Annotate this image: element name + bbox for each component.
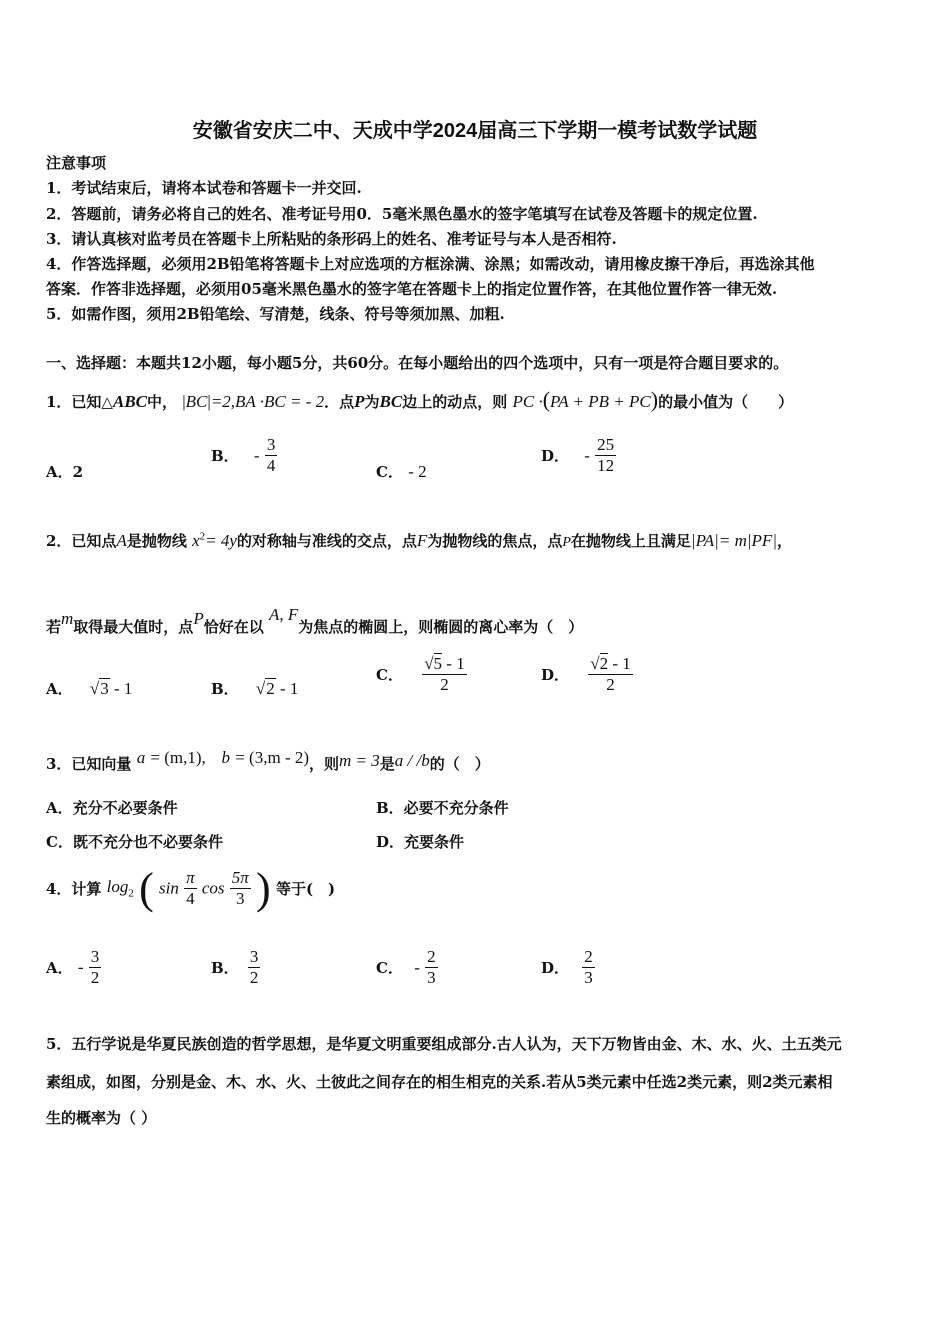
- q1-expr-inner: PA + PB + PC: [550, 392, 651, 411]
- q2-af: A, F: [268, 605, 299, 624]
- q1-option-d-num: 25: [597, 435, 615, 454]
- q2-text-b: 是抛物线: [126, 532, 187, 550]
- q2-option-a[interactable]: [46, 678, 132, 699]
- question-1: [46, 387, 793, 413]
- q2-parabola-x: x: [192, 531, 200, 550]
- q1-option-b-den: 4: [266, 456, 276, 475]
- q4-option-d-label: D．: [541, 959, 570, 977]
- q4-option-b-den: 2: [249, 968, 259, 987]
- q2-m: m: [61, 609, 74, 628]
- q2-parabola-rest: = 4y: [205, 531, 237, 550]
- q1-option-b-sign: -: [253, 445, 260, 465]
- question-5-line-1: 5．五行学说是华夏民族创造的哲学思想，是华夏文明重要组成部分.古人认为，天下万物皆由金、木、水、火、土五类元: [46, 1035, 842, 1053]
- q1-option-d-sign: -: [584, 445, 590, 465]
- q1-condition: |BC|=2,BA ·BC = - 2: [182, 392, 325, 411]
- q4-log: [106, 877, 134, 900]
- q3-vec-b: b: [221, 748, 230, 767]
- q2-option-a-rad: 3: [100, 679, 109, 698]
- q1-option-b-fraction: [265, 436, 278, 475]
- q2-option-d-fraction: [588, 655, 633, 694]
- q1-option-a[interactable]: [46, 461, 83, 482]
- q2-option-d-den: 2: [606, 675, 615, 694]
- q2-option-c-rad: 5: [433, 654, 443, 673]
- q1-option-a-label: A．: [46, 463, 73, 481]
- q3-vec-b-val: = (3,m - 2): [235, 748, 310, 767]
- q4-option-a-sign: -: [77, 957, 84, 977]
- q1-text-a: 1．已知△: [46, 393, 113, 411]
- q2-line2-d: 为焦点的椭圆上，则椭圆的离心率为（ ）: [298, 618, 584, 636]
- q4-option-c[interactable]: [376, 948, 438, 987]
- q2-option-a-label: A．: [46, 680, 73, 698]
- q3-vectors: [137, 749, 309, 767]
- q2-option-b[interactable]: [211, 678, 298, 699]
- q1-expr-pc: PC ·: [512, 392, 543, 411]
- q3-text-a: 3．已知向量: [46, 755, 132, 773]
- q2-parabola-exp: 2: [199, 530, 206, 543]
- q2-text-f: ，: [777, 532, 793, 550]
- q2-parabola: [192, 531, 237, 550]
- q2-option-c-label: C．: [376, 666, 403, 684]
- q2-option-c-den: 2: [440, 675, 449, 694]
- q4-log-base: 2: [128, 887, 134, 900]
- notice-item-4: 4．作答选择题，必须用2B铅笔将答题卡上对应选项的方框涂满、涂黑；如需改动，请用橡皮擦干净后，再选涂其他: [46, 255, 815, 273]
- q2-option-d-num: √2 - 1: [590, 654, 631, 673]
- q3-option-a[interactable]: A．充分不必要条件: [46, 799, 178, 817]
- q4-option-a-num: 3: [90, 947, 100, 966]
- q1-text-b: 中，: [147, 393, 178, 411]
- q4-option-b[interactable]: [211, 948, 260, 987]
- q3-parallel: a / /b: [394, 751, 430, 770]
- question-2-line-2: [46, 605, 583, 637]
- q2-option-b-rad: 2: [266, 679, 275, 698]
- q2-option-c-num: √5 - 1: [424, 654, 465, 673]
- q2-cond-pf: PF: [751, 531, 773, 550]
- q4-option-b-num: 3: [249, 947, 259, 966]
- q3-option-c[interactable]: C．既不充分也不必要条件: [46, 833, 223, 851]
- q2-text-a: 2．已知点: [46, 532, 117, 550]
- question-3: [46, 748, 490, 774]
- q1-option-c-value: - 2: [408, 462, 427, 481]
- q1-option-b[interactable]: [211, 436, 277, 475]
- q4-log-text: log: [106, 877, 129, 897]
- q3-text-b: ，则: [309, 755, 340, 773]
- q2-option-d[interactable]: [541, 655, 633, 694]
- notice-item-3: 3．请认真核对监考员在答题卡上所粘贴的条形码上的姓名、准考证号与本人是否相符.: [46, 230, 617, 248]
- q3-option-d[interactable]: D．充要条件: [376, 833, 465, 851]
- question-4: [46, 863, 335, 914]
- q2-option-c-fraction: [422, 655, 467, 694]
- q1-text-f: 的最小值为（ ）: [658, 393, 794, 411]
- q2-p: P: [562, 535, 571, 550]
- q4-option-b-fraction: [248, 948, 261, 987]
- q4-option-a-den: 2: [90, 968, 100, 987]
- q1-option-c[interactable]: [376, 461, 427, 482]
- q3-text-c: 是: [379, 755, 395, 773]
- q4-option-d-fraction: [582, 948, 595, 987]
- q4-pi-den: 4: [186, 889, 195, 908]
- q2-f: F: [416, 531, 428, 550]
- q4-option-c-sign: -: [414, 957, 420, 977]
- exam-title: 安徽省安庆二中、天成中学2024届高三下学期一模考试数学试题: [192, 120, 758, 142]
- q4-option-d-den: 3: [584, 968, 593, 987]
- q2-option-d-label: D．: [541, 666, 570, 684]
- q2-line2-b: 取得最大值时，点: [73, 618, 194, 636]
- q1-option-d[interactable]: [541, 436, 616, 475]
- notice-item-5: 5．如需作图，须用2B铅笔绘、写清楚，线条、符号等须加黑、加粗.: [46, 305, 505, 323]
- q1-p: P: [354, 392, 365, 411]
- q1-option-d-label: D．: [541, 447, 570, 465]
- q4-paren-close: ): [256, 864, 271, 913]
- q2-text-e: 在抛物线上且满足: [570, 532, 691, 550]
- q4-option-c-num: 2: [427, 947, 436, 966]
- q2-p2: P: [193, 609, 204, 628]
- q2-a: A: [116, 531, 127, 550]
- q4-sin-fraction: [184, 869, 197, 908]
- notice-item-1: 1．考试结束后，请将本试卷和答题卡一并交回.: [46, 179, 362, 197]
- q4-cos-fraction: [230, 869, 251, 908]
- q1-text-d: 为: [364, 393, 380, 411]
- notice-heading: 注意事项: [46, 154, 107, 172]
- q3-cond: m = 3: [339, 751, 380, 770]
- q1-option-b-label: B．: [211, 447, 239, 465]
- q1-expression: PC ·(PA + PB + PC): [512, 387, 659, 412]
- q4-text-a: 4．计算: [46, 880, 102, 898]
- q1-option-b-num: 3: [266, 435, 276, 454]
- q2-cond-pa: PA: [695, 531, 715, 550]
- q4-option-a-label: A．: [46, 959, 73, 977]
- q2-text-c: 的对称轴与准线的交点，点: [236, 532, 417, 550]
- q2-line2-c: 恰好在以: [203, 618, 264, 636]
- q1-text-c: ．点: [324, 393, 355, 411]
- q1-text-e: 边上的动点，则: [402, 393, 508, 411]
- q4-option-d-num: 2: [584, 947, 593, 966]
- q4-option-c-label: C．: [376, 959, 403, 977]
- q2-option-a-rest: - 1: [109, 679, 133, 698]
- q1-option-c-label: C．: [376, 463, 403, 481]
- q2-option-c[interactable]: [376, 655, 467, 694]
- q4-option-c-den: 3: [427, 968, 436, 987]
- question-2: [46, 530, 792, 551]
- q4-option-c-fraction: [425, 948, 438, 987]
- q4-paren-open: (: [139, 864, 154, 913]
- q3-option-b[interactable]: B．必要不充分条件: [376, 799, 509, 817]
- q1-option-d-fraction: [595, 436, 616, 475]
- q3-vec-a-val: = (m,1),: [150, 748, 206, 767]
- q4-option-b-label: B．: [211, 959, 239, 977]
- q4-text-b: 等于( ): [275, 880, 336, 898]
- q4-pi-num: π: [186, 868, 195, 887]
- q4-option-a[interactable]: [46, 948, 101, 987]
- q1-option-d-den: 12: [597, 456, 615, 475]
- q1-abc: ABC: [112, 392, 148, 411]
- q2-condition: |PA|= m|PF|: [690, 531, 778, 550]
- q2-line2-a: 若: [46, 618, 62, 636]
- q2-option-d-rad: 2: [599, 654, 609, 673]
- question-5-line-2: 素组成，如图，分别是金、木、水、火、土彼此之间存在的相生相克的关系.若从5类元素中任选2类元素，则2类元素相: [46, 1073, 833, 1091]
- q4-cos: cos: [201, 878, 225, 898]
- q4-cos-num: 5π: [231, 868, 249, 887]
- q4-option-d[interactable]: [541, 948, 595, 987]
- question-5-line-3: 生的概率为（ ）: [46, 1109, 157, 1127]
- q2-option-d-rest: - 1: [608, 654, 631, 673]
- section-heading: 一、选择题：本题共12小题，每小题5分，共60分。在每小题给出的四个选项中，只有一项是符合题目要求的。: [46, 354, 789, 372]
- q2-option-c-rest: - 1: [442, 654, 465, 673]
- q2-text-d: 为抛物线的焦点，点: [427, 532, 563, 550]
- notice-item-2: 2．答题前，请务必将自己的姓名、准考证号用0．5毫米黑色墨水的签字笔填写在试卷及答题卡的规定位置.: [46, 205, 758, 223]
- q2-option-b-label: B．: [211, 680, 239, 698]
- q4-sin: sin: [159, 878, 179, 898]
- q1-option-a-value: 2: [72, 463, 84, 481]
- q4-option-a-fraction: [89, 948, 102, 987]
- q2-cond-eq: = m: [718, 531, 747, 550]
- q2-option-b-value: √2 - 1: [255, 679, 299, 698]
- q2-option-b-rest: - 1: [275, 679, 299, 698]
- q4-cos-den: 3: [236, 889, 245, 908]
- q2-option-a-value: √3 - 1: [89, 679, 133, 698]
- q1-bc: BC: [379, 392, 403, 411]
- q1-cond-rest: =2,BA ·BC = - 2: [210, 392, 325, 411]
- notice-item-4-cont: 答案．作答非选择题，必须用05毫米黑色墨水的签字笔在答题卡上的指定位置作答，在其他位置作答一律无效.: [46, 280, 778, 298]
- q3-text-d: 的（ ）: [429, 755, 490, 773]
- q1-cond-bc: BC: [185, 392, 208, 411]
- q3-vec-a: a: [136, 748, 146, 767]
